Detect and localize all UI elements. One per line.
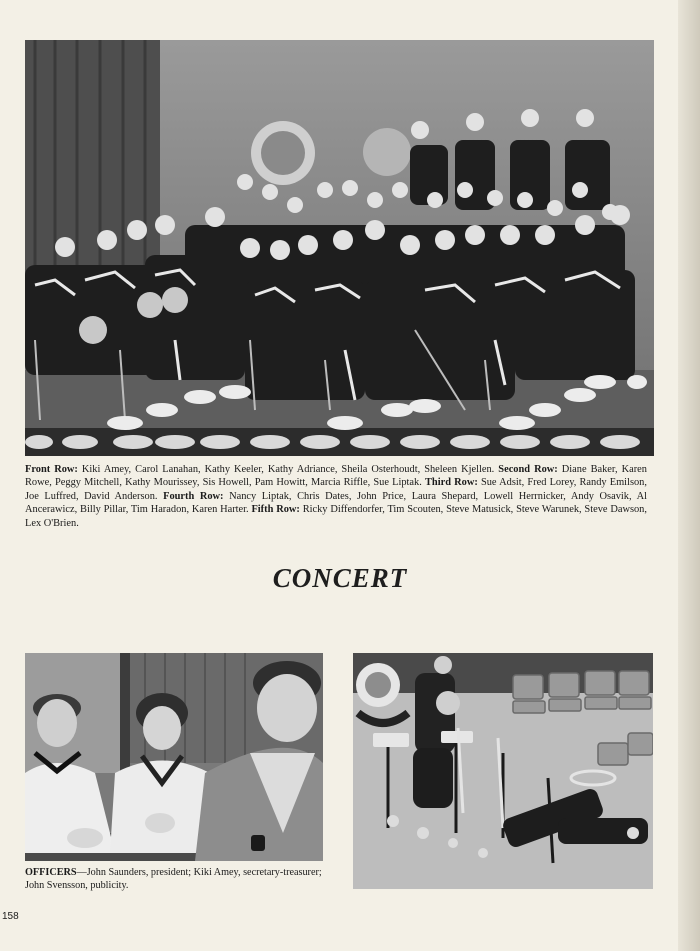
page-number: 158 [2, 911, 19, 922]
front-row-label: Front Row: [25, 464, 78, 475]
officers-photo [25, 653, 323, 861]
fourth-row-names: Nancy Liptak, Chris Dates, John Price, Laura Shepard, Lowell Herrnicker, Andy Osavik, Al Ancerawicz, Billy Pillar, Tim Haradon, Karen Harter. [25, 490, 647, 516]
band-group-photo [25, 40, 654, 456]
officers-label: OFFICERS [25, 867, 77, 878]
officers-caption [25, 866, 325, 892]
instruments-photo [353, 653, 653, 889]
band-photo-caption [25, 463, 647, 530]
officers-text: —John Saunders, president; Kiki Amey, secretary-treasurer; John Svensson, publicity. [25, 867, 322, 891]
fourth-row-label: Fourth Row: [163, 490, 224, 502]
front-row-names: Kiki Amey, Carol Lanahan, Kathy Keeler, Kathy Adriance, Sheila Osterhoudt, Sheleen Kjellen. [81, 464, 495, 475]
fifth-row-label: Fifth Row: [251, 504, 300, 516]
second-row-label: Second Row: [498, 464, 558, 475]
third-row-label: Third Row: [424, 477, 478, 489]
third-row-names: Sue Adsit, Fred Lorey, Randy Emilson, Joe Luffred, David Anderson. [25, 477, 647, 502]
fifth-row-names: Ricky Diffendorfer, Tim Scouten, Steve Matusick, Steve Warunek, Steve Dawson, Lex O'Brien. [25, 504, 647, 529]
second-row-names: Diane Baker, Karen Rowe, Peggy Mitchell, Kathy Mourissey, Sis Howell, Pam Howitt, Marcia Riffle, Sue Liptak. [25, 464, 647, 489]
page-edge [678, 0, 700, 951]
section-heading: CONCERT [272, 563, 408, 593]
